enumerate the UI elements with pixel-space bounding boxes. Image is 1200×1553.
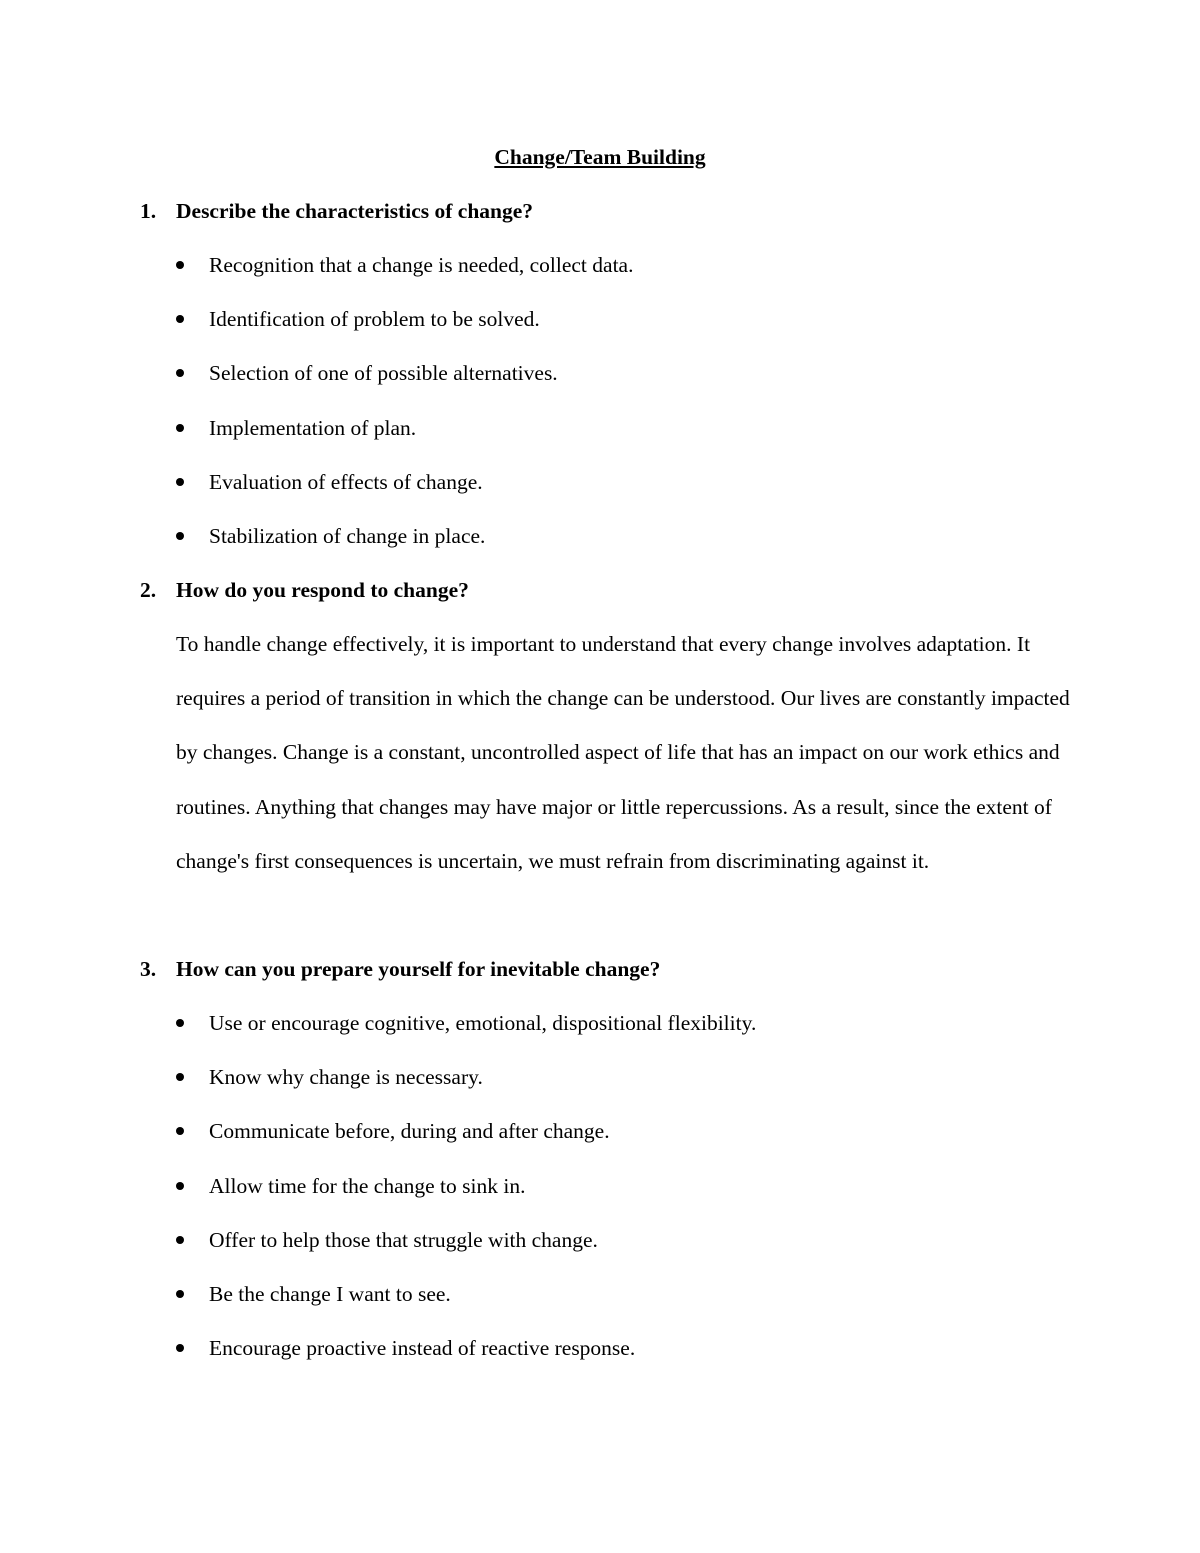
document-title: Change/Team Building — [494, 145, 706, 169]
list-item: Communicate before, during and after change. — [170, 1116, 756, 1170]
q1-bullet-list — [170, 250, 633, 575]
list-item: Selection of one of possible alternatives. — [170, 358, 633, 412]
question-number: 1. — [140, 199, 157, 223]
bullet-icon — [176, 369, 184, 377]
question-number: 2. — [140, 578, 157, 602]
list-item: Encourage proactive instead of reactive response. — [170, 1333, 756, 1387]
list-item: Identification of problem to be solved. — [170, 304, 633, 358]
question-3 — [140, 954, 660, 984]
list-item: Be the change I want to see. — [170, 1279, 756, 1333]
bullet-icon — [176, 1236, 184, 1244]
list-item: Know why change is necessary. — [170, 1062, 756, 1116]
bullet-icon — [176, 532, 184, 540]
list-item: Use or encourage cognitive, emotional, dispositional flexibility. — [170, 1008, 756, 1062]
list-item: Implementation of plan. — [170, 413, 633, 467]
question-1 — [140, 196, 533, 226]
list-item: Evaluation of effects of change. — [170, 467, 633, 521]
bullet-icon — [176, 261, 184, 269]
list-item: Stabilization of change in place. — [170, 521, 633, 575]
question-2 — [140, 575, 469, 605]
question-text: How can you prepare yourself for inevitable change? — [176, 957, 661, 981]
bullet-icon — [176, 1344, 184, 1352]
bullet-icon — [176, 315, 184, 323]
question-text: Describe the characteristics of change? — [176, 199, 534, 223]
q3-bullet-list — [170, 1008, 756, 1387]
list-item: Recognition that a change is needed, collect data. — [170, 250, 633, 304]
bullet-icon — [176, 1019, 184, 1027]
bullet-icon — [176, 1127, 184, 1135]
bullet-icon — [176, 1073, 184, 1081]
bullet-icon — [176, 1290, 184, 1298]
bullet-icon — [176, 424, 184, 432]
question-text: How do you respond to change? — [176, 578, 469, 602]
bullet-icon — [176, 478, 184, 486]
bullet-icon — [176, 1182, 184, 1190]
q2-answer-paragraph: To handle change effectively, it is important to understand that every change involves adaptation. It requires a period of transition in which the change can be understood. Our lives are constantly impacted by changes. Change is a constant, uncontrolled aspect of life that has an impact on our work ethics and routines. Anything that changes may have major or little repercussions. As a result, since the extent of change's first consequences is uncertain, we must refrain from discriminating against it. — [176, 632, 1070, 873]
list-item: Allow time for the change to sink in. — [170, 1171, 756, 1225]
question-number: 3. — [140, 957, 157, 981]
list-item: Offer to help those that struggle with change. — [170, 1225, 756, 1279]
